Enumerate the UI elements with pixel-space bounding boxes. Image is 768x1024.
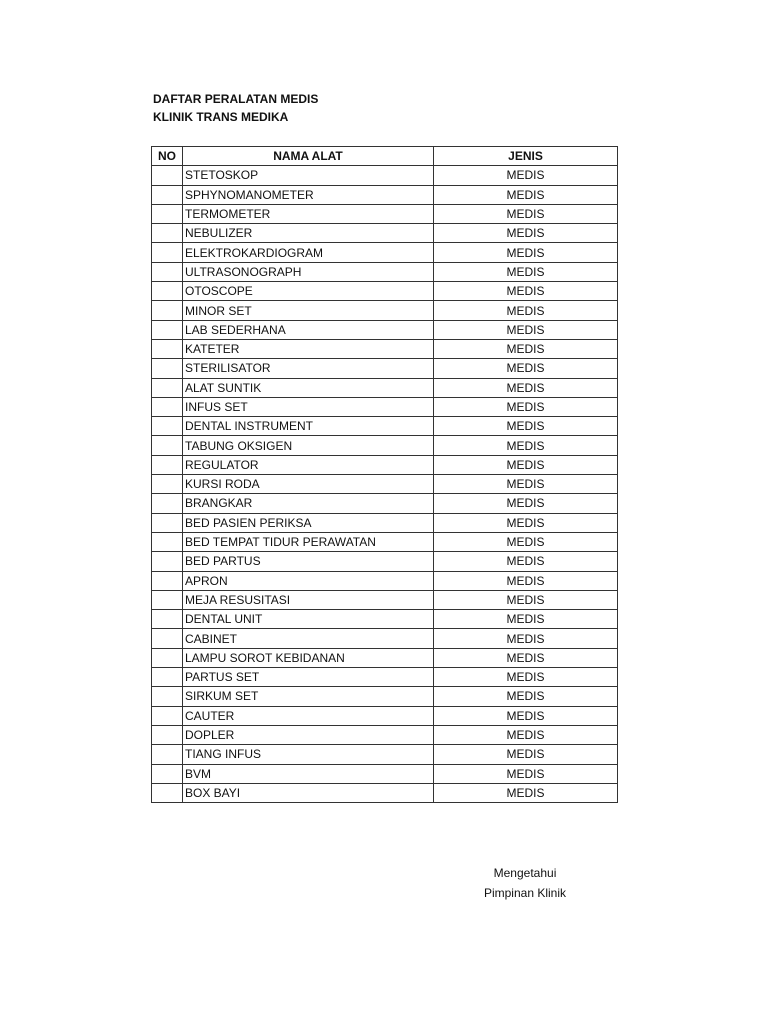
- row-name: SIRKUM SET: [183, 687, 434, 706]
- row-name: TIANG INFUS: [183, 745, 434, 764]
- table-row: [152, 359, 618, 378]
- document-subtitle: KLINIK TRANS MEDIKA: [153, 110, 289, 124]
- row-no: [152, 185, 183, 204]
- row-name: DENTAL INSTRUMENT: [183, 417, 434, 436]
- row-no: [152, 629, 183, 648]
- signature-acknowledged: Mengetahui: [493, 866, 557, 880]
- table-row: [152, 301, 618, 320]
- table-row: [152, 436, 618, 455]
- table-row: [152, 204, 618, 223]
- row-no: [152, 359, 183, 378]
- row-name: BRANGKAR: [183, 494, 434, 513]
- row-no: [152, 668, 183, 687]
- row-type: MEDIS: [434, 552, 618, 571]
- row-type: MEDIS: [434, 204, 618, 223]
- row-type: MEDIS: [434, 475, 618, 494]
- row-type: MEDIS: [434, 185, 618, 204]
- row-name: PARTUS SET: [183, 668, 434, 687]
- row-no: [152, 783, 183, 802]
- document-title: DAFTAR PERALATAN MEDIS: [153, 92, 319, 106]
- row-no: [152, 494, 183, 513]
- row-no: [152, 687, 183, 706]
- row-type: MEDIS: [434, 320, 618, 339]
- table-row: [152, 532, 618, 551]
- row-name: ALAT SUNTIK: [183, 378, 434, 397]
- row-no: [152, 262, 183, 281]
- table-row: [152, 513, 618, 532]
- row-no: [152, 532, 183, 551]
- row-name: LAB SEDERHANA: [183, 320, 434, 339]
- row-name: SPHYNOMANOMETER: [183, 185, 434, 204]
- row-no: [152, 475, 183, 494]
- table-row: [152, 552, 618, 571]
- row-no: [152, 417, 183, 436]
- row-no: [152, 282, 183, 301]
- table-row: [152, 629, 618, 648]
- row-no: [152, 455, 183, 474]
- table-row: [152, 687, 618, 706]
- row-no: [152, 590, 183, 609]
- row-no: [152, 706, 183, 725]
- row-no: [152, 648, 183, 667]
- row-name: CAUTER: [183, 706, 434, 725]
- table-row: [152, 475, 618, 494]
- row-no: [152, 571, 183, 590]
- row-type: MEDIS: [434, 166, 618, 185]
- row-no: [152, 339, 183, 358]
- row-type: MEDIS: [434, 610, 618, 629]
- row-no: [152, 204, 183, 223]
- row-type: MEDIS: [434, 455, 618, 474]
- table-row: [152, 590, 618, 609]
- row-type: MEDIS: [434, 513, 618, 532]
- table-row: [152, 320, 618, 339]
- row-name: ELEKTROKARDIOGRAM: [183, 243, 434, 262]
- row-type: MEDIS: [434, 397, 618, 416]
- row-no: [152, 610, 183, 629]
- row-type: MEDIS: [434, 668, 618, 687]
- row-type: MEDIS: [434, 629, 618, 648]
- row-no: [152, 243, 183, 262]
- row-no: [152, 301, 183, 320]
- table-row: [152, 706, 618, 725]
- table-row: [152, 455, 618, 474]
- table-row: [152, 185, 618, 204]
- row-name: BVM: [183, 764, 434, 783]
- row-name: DENTAL UNIT: [183, 610, 434, 629]
- row-name: LAMPU SOROT KEBIDANAN: [183, 648, 434, 667]
- row-type: MEDIS: [434, 648, 618, 667]
- row-no: [152, 436, 183, 455]
- table-row: [152, 339, 618, 358]
- header-name: NAMA ALAT: [183, 147, 434, 166]
- table-row: [152, 668, 618, 687]
- table-row: [152, 282, 618, 301]
- row-type: MEDIS: [434, 764, 618, 783]
- row-no: [152, 166, 183, 185]
- signature-role: Pimpinan Klinik: [483, 886, 567, 900]
- row-name: MEJA RESUSITASI: [183, 590, 434, 609]
- row-type: MEDIS: [434, 359, 618, 378]
- row-type: MEDIS: [434, 571, 618, 590]
- table-row: [152, 243, 618, 262]
- row-name: BED TEMPAT TIDUR PERAWATAN: [183, 532, 434, 551]
- table-header-row: [152, 147, 618, 166]
- row-type: MEDIS: [434, 224, 618, 243]
- table-row: [152, 648, 618, 667]
- row-type: MEDIS: [434, 301, 618, 320]
- row-no: [152, 552, 183, 571]
- row-name: BED PARTUS: [183, 552, 434, 571]
- row-type: MEDIS: [434, 262, 618, 281]
- table-row: [152, 417, 618, 436]
- table-row: [152, 745, 618, 764]
- row-no: [152, 725, 183, 744]
- row-no: [152, 378, 183, 397]
- table-row: [152, 494, 618, 513]
- row-name: OTOSCOPE: [183, 282, 434, 301]
- row-type: MEDIS: [434, 783, 618, 802]
- row-no: [152, 320, 183, 339]
- row-name: NEBULIZER: [183, 224, 434, 243]
- row-type: MEDIS: [434, 725, 618, 744]
- equipment-table: [151, 146, 618, 803]
- row-type: MEDIS: [434, 494, 618, 513]
- row-name: REGULATOR: [183, 455, 434, 474]
- header-no: NO: [152, 147, 183, 166]
- table-row: [152, 610, 618, 629]
- row-type: MEDIS: [434, 339, 618, 358]
- row-no: [152, 513, 183, 532]
- table-row: [152, 571, 618, 590]
- table-row: [152, 397, 618, 416]
- row-name: CABINET: [183, 629, 434, 648]
- row-no: [152, 764, 183, 783]
- row-name: INFUS SET: [183, 397, 434, 416]
- table-row: [152, 378, 618, 397]
- row-type: MEDIS: [434, 590, 618, 609]
- row-type: MEDIS: [434, 282, 618, 301]
- table-row: [152, 224, 618, 243]
- row-name: KATETER: [183, 339, 434, 358]
- row-name: DOPLER: [183, 725, 434, 744]
- row-type: MEDIS: [434, 243, 618, 262]
- row-no: [152, 745, 183, 764]
- row-type: MEDIS: [434, 687, 618, 706]
- row-name: BOX BAYI: [183, 783, 434, 802]
- row-name: BED PASIEN PERIKSA: [183, 513, 434, 532]
- row-type: MEDIS: [434, 378, 618, 397]
- row-name: KURSI RODA: [183, 475, 434, 494]
- row-type: MEDIS: [434, 532, 618, 551]
- row-name: MINOR SET: [183, 301, 434, 320]
- row-no: [152, 397, 183, 416]
- table-row: [152, 166, 618, 185]
- header-type: JENIS: [434, 147, 618, 166]
- row-name: ULTRASONOGRAPH: [183, 262, 434, 281]
- row-name: STERILISATOR: [183, 359, 434, 378]
- table-row: [152, 783, 618, 802]
- row-no: [152, 224, 183, 243]
- row-name: STETOSKOP: [183, 166, 434, 185]
- row-name: TABUNG OKSIGEN: [183, 436, 434, 455]
- table-row: [152, 262, 618, 281]
- row-type: MEDIS: [434, 436, 618, 455]
- row-type: MEDIS: [434, 706, 618, 725]
- table-row: [152, 764, 618, 783]
- table-row: [152, 725, 618, 744]
- row-name: TERMOMETER: [183, 204, 434, 223]
- row-type: MEDIS: [434, 745, 618, 764]
- row-type: MEDIS: [434, 417, 618, 436]
- row-name: APRON: [183, 571, 434, 590]
